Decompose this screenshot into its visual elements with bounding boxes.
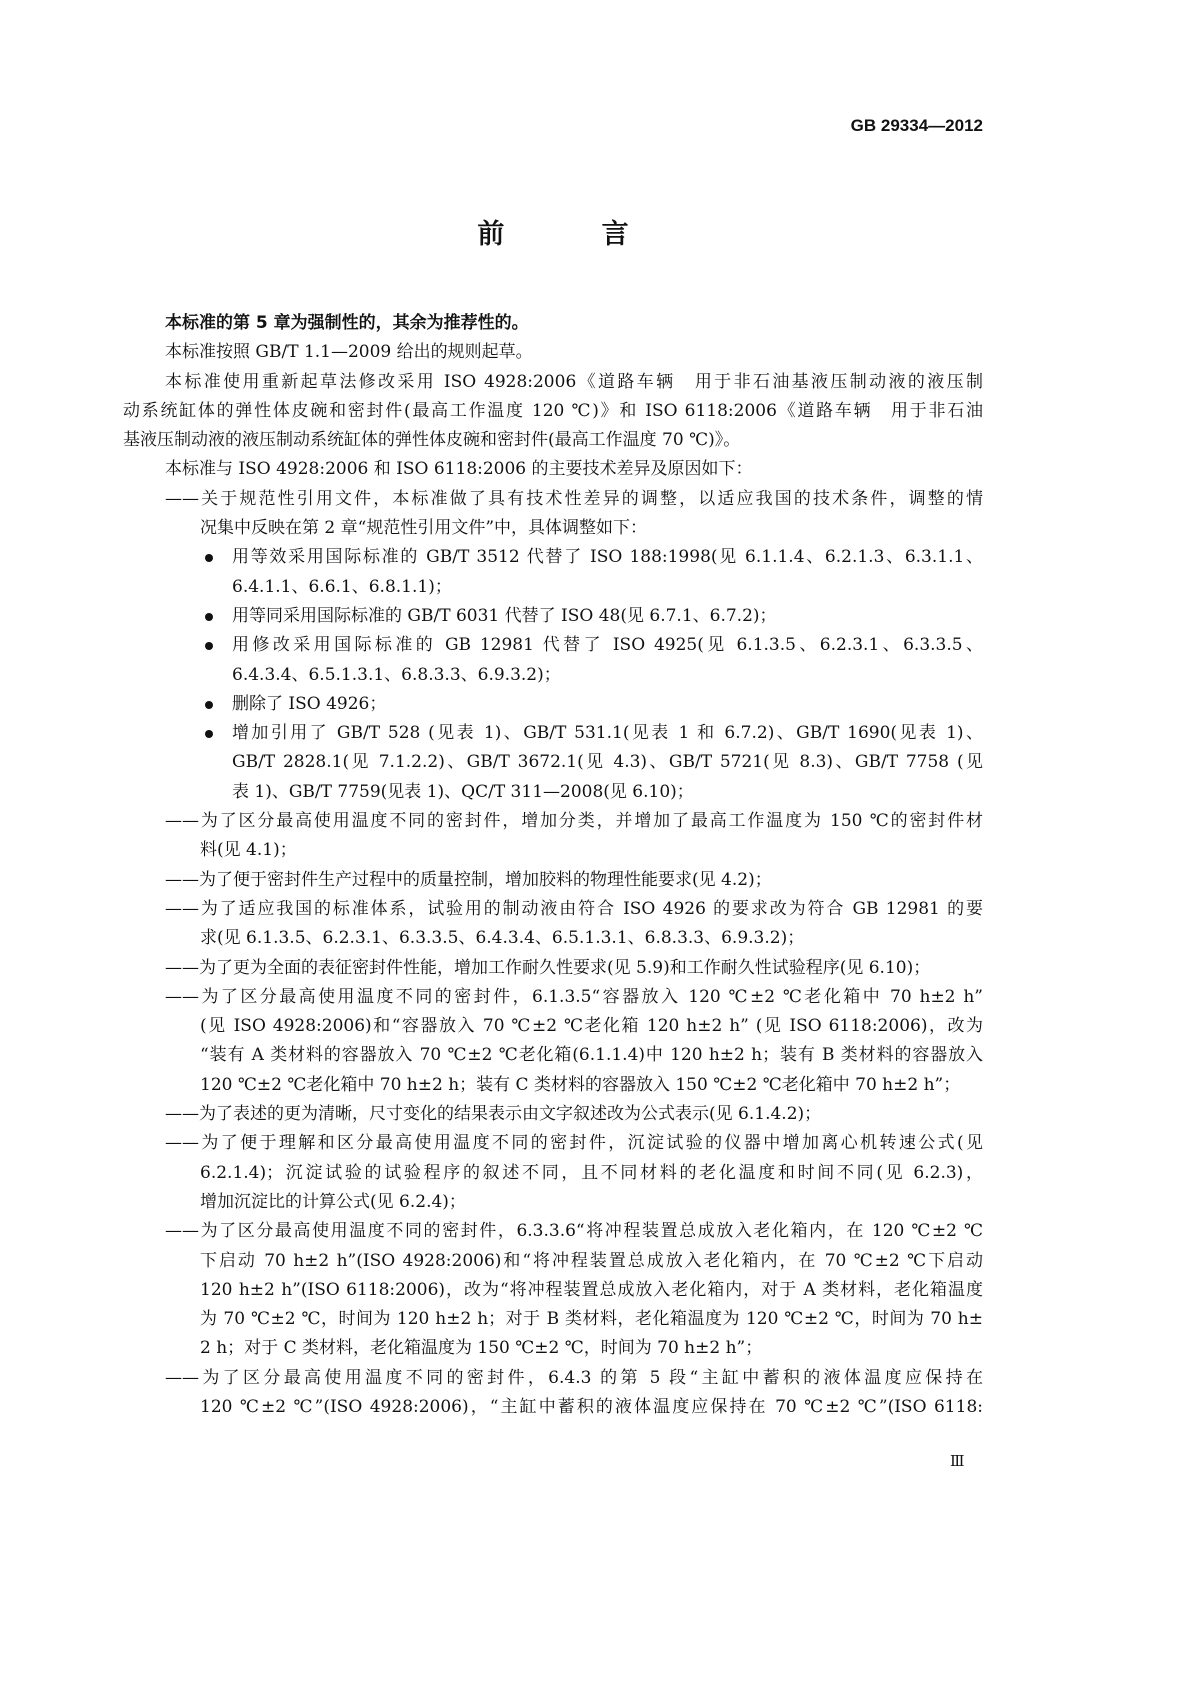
dash-item-line <box>200 1071 983 1100</box>
line-text: 120 ℃±2 ℃”(ISO 4928:2006)，“主缸中蓄积的液体温度应保持在 70 ℃±2 ℃”(ISO 6118: <box>200 1396 983 1417</box>
dash-item-line <box>200 1276 983 1305</box>
line-text: ——为了表述的更为清晰，尺寸变化的结果表示由文字叙述改为公式表示(见 6.1.4.2)； <box>165 1104 822 1125</box>
paragraph-line <box>123 426 983 455</box>
dash-item-line <box>165 866 983 895</box>
line-text: 下启动 70 h±2 h”(ISO 4928:2006)和“将冲程装置总成放入老化箱内，在 70 ℃±2 ℃下启动 <box>200 1250 983 1271</box>
line-text: 用修改采用国际标准的 GB 12981 代替了 ISO 4925(见 6.1.3.5、6.2.3.1、6.3.3.5、 <box>232 635 983 656</box>
dash-item-line <box>200 1012 983 1041</box>
line-text: 120 ℃±2 ℃老化箱中 70 h±2 h；装有 C 类材料的容器放入 150 ℃±2 ℃老化箱中 70 h±2 h”； <box>200 1074 961 1095</box>
line-text: 用等效采用国际标准的 GB/T 3512 代替了 ISO 188:1998(见 6.1.1.4、6.2.1.3、6.3.1.1、 <box>232 547 983 568</box>
line-text: 基液压制动液的液压制动系统缸体的弹性体皮碗和密封件(最高工作温度 70 ℃)》。 <box>123 430 741 451</box>
line-text: ——为了区分最高使用温度不同的密封件，6.4.3 的第 5 段“主缸中蓄积的液体温度应保持在 <box>165 1367 983 1388</box>
line-text: ——为了区分最高使用温度不同的密封件，6.1.3.5“容器放入 120 ℃±2 ℃老化箱中 70 h±2 h” <box>165 986 983 1007</box>
page-number: Ⅲ <box>950 1452 965 1470</box>
line-text: 本标准使用重新起草法修改采用 ISO 4928:2006《道路车辆 用于非石油基液压制动液的液压制 <box>165 371 983 392</box>
paragraph-line <box>165 368 983 397</box>
line-text: 删除了 ISO 4926； <box>232 693 387 714</box>
dash-item-line <box>200 514 983 543</box>
line-text: GB/T 2828.1(见 7.1.2.2)、GB/T 3672.1(见 4.3)、GB/T 5721(见 8.3)、GB/T 7758 (见 <box>232 752 983 773</box>
dash-item-line <box>165 954 983 983</box>
dash-item-line <box>165 1217 983 1246</box>
standard-code-header: GB 29334—2012 <box>850 116 983 135</box>
bullet-item-line <box>232 748 983 777</box>
line-text: 本标准与 ISO 4928:2006 和 ISO 6118:2006 的主要技术差异及原因如下： <box>165 459 753 480</box>
line-text: 求(见 6.1.3.5、6.2.3.1、6.3.3.5、6.4.3.4、6.5.1.3.1、6.8.3.3、6.9.3.2)； <box>200 928 805 949</box>
paragraph-line <box>165 455 983 484</box>
dash-item-line <box>165 895 983 924</box>
bullet-item-line <box>232 631 983 660</box>
line-text: ——为了更为全面的表征密封件性能，增加工作耐久性要求(见 5.9)和工作耐久性试验程序(见 6.10)； <box>165 957 931 978</box>
dash-item-line <box>165 1364 983 1393</box>
bullet-icon <box>205 642 213 650</box>
bullet-item-line <box>232 778 983 807</box>
dash-item-line <box>200 836 983 865</box>
bullet-icon <box>205 613 213 621</box>
dash-item-line <box>165 485 983 514</box>
line-text: 增加沉淀比的计算公式(见 6.2.4)； <box>200 1191 466 1212</box>
bullet-item-line <box>232 573 983 602</box>
page-title: 前 言 <box>477 219 664 250</box>
line-text: ——为了区分最高使用温度不同的密封件，6.3.3.6“将冲程装置总成放入老化箱内，在 120 ℃±2 ℃ <box>165 1221 983 1242</box>
line-text: (见 ISO 4928:2006)和“容器放入 70 ℃±2 ℃老化箱 120 h±2 h” (见 ISO 6118:2006)，改为 <box>200 1016 983 1037</box>
bullet-item-line <box>232 661 983 690</box>
line-text: 6.2.1.4)；沉淀试验的试验程序的叙述不同，且不同材料的老化温度和时间不同(见 6.2.3)， <box>200 1162 983 1183</box>
line-text: 表 1)、GB/T 7759(见表 1)、QC/T 311—2008(见 6.10)； <box>232 781 694 802</box>
line-text: ——为了适应我国的标准体系，试验用的制动液由符合 ISO 4926 的要求改为符合 GB 12981 的要 <box>165 898 983 919</box>
paragraph-line <box>165 309 983 338</box>
dash-item-line <box>200 1305 983 1334</box>
bullet-icon <box>205 701 213 709</box>
bullet-item-line <box>232 719 983 748</box>
line-text: ——为了便于密封件生产过程中的质量控制，增加胶料的物理性能要求(见 4.2)； <box>165 869 772 890</box>
line-text: ——为了便于理解和区分最高使用温度不同的密封件，沉淀试验的仪器中增加离心机转速公式(见 <box>165 1133 983 1154</box>
line-text: 2 h；对于 C 类材料，老化箱温度为 150 ℃±2 ℃，时间为 70 h±2 h”； <box>200 1338 763 1359</box>
dash-item-line <box>165 1100 983 1129</box>
paragraph-line <box>123 397 983 426</box>
line-text: 动系统缸体的弹性体皮碗和密封件(最高工作温度 120 ℃)》和 ISO 6118:2006《道路车辆 用于非石油 <box>123 400 983 421</box>
dash-item-line <box>200 1188 983 1217</box>
dash-item-line <box>200 1393 983 1422</box>
line-text: 为 70 ℃±2 ℃，时间为 120 h±2 h；对于 B 类材料，老化箱温度为 120 ℃±2 ℃，时间为 70 h± <box>200 1309 983 1330</box>
line-text: 况集中反映在第 2 章“规范性引用文件”中，具体调整如下： <box>200 518 648 539</box>
dash-item-line <box>165 807 983 836</box>
line-text: ——关于规范性引用文件，本标准做了具有技术性差异的调整，以适应我国的技术条件，调整的情 <box>165 488 983 509</box>
bullet-item-line <box>232 690 983 719</box>
bullet-item-line <box>232 543 983 572</box>
line-text: ——为了区分最高使用温度不同的密封件，增加分类，并增加了最高工作温度为 150 ℃的密封件材 <box>165 811 983 832</box>
line-text: 6.4.1.1、6.6.1、6.8.1.1)； <box>232 576 452 597</box>
bullet-icon <box>205 730 213 738</box>
bullet-icon <box>205 554 213 562</box>
line-text: 用等同采用国际标准的 GB/T 6031 代替了 ISO 48(见 6.7.1、6.7.2)； <box>232 605 777 626</box>
dash-item-line <box>200 924 983 953</box>
line-text: 本标准按照 GB/T 1.1—2009 给出的规则起草。 <box>165 342 533 363</box>
dash-item-line <box>165 983 983 1012</box>
dash-item-line <box>200 1334 983 1363</box>
foreword-body <box>123 309 983 1422</box>
line-text: 料(见 4.1)； <box>200 840 297 861</box>
dash-item-line <box>200 1159 983 1188</box>
dash-item-line <box>200 1041 983 1070</box>
line-text: 本标准的第 5 章为强制性的，其余为推荐性的。 <box>165 313 529 333</box>
line-text: 6.4.3.4、6.5.1.3.1、6.8.3.3、6.9.3.2)； <box>232 664 561 685</box>
dash-item-line <box>200 1247 983 1276</box>
bullet-item-line <box>232 602 983 631</box>
line-text: “装有 A 类材料的容器放入 70 ℃±2 ℃老化箱(6.1.1.4)中 120 h±2 h；装有 B 类材料的容器放入 <box>200 1045 983 1066</box>
dash-item-line <box>165 1129 983 1158</box>
line-text: 120 h±2 h”(ISO 6118:2006)，改为“将冲程装置总成放入老化箱内，对于 A 类材料，老化箱温度 <box>200 1279 983 1300</box>
paragraph-line <box>165 338 983 367</box>
line-text: 增加引用了 GB/T 528 (见表 1)、GB/T 531.1(见表 1 和 6.7.2)、GB/T 1690(见表 1)、 <box>232 723 983 744</box>
